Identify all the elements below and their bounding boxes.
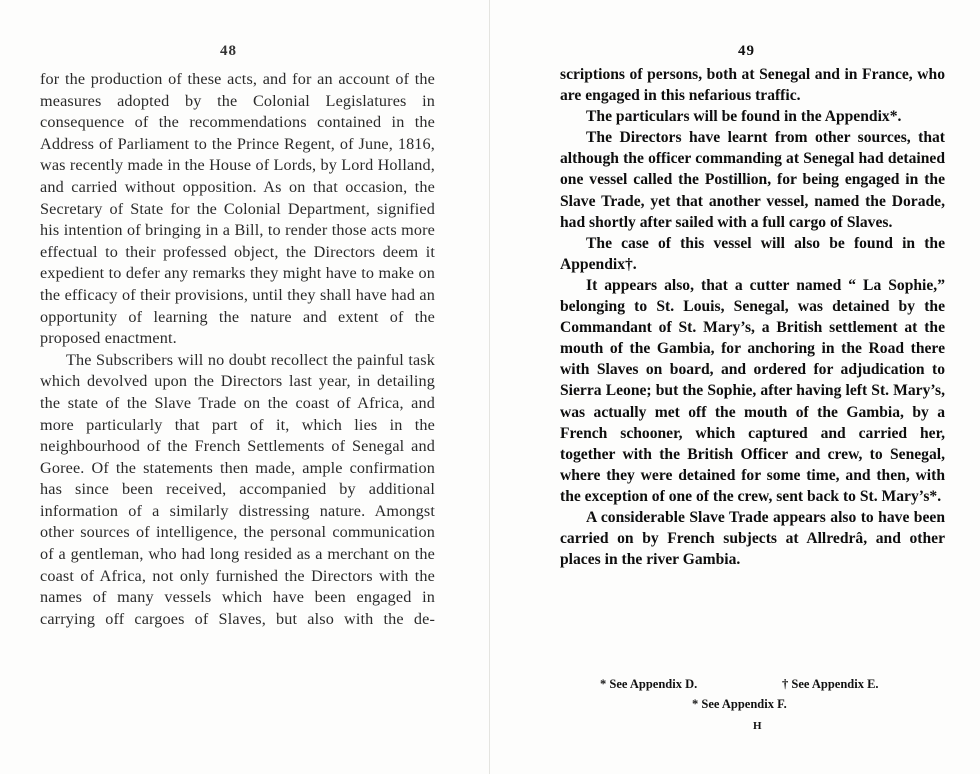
right-paragraph-1: scriptions of persons, both at Senegal and in France, who are engaged in this nefarious traffic. (560, 66, 945, 105)
book-gutter (489, 0, 490, 774)
footnote-row-1 (560, 677, 945, 697)
right-paragraph-4: The case of this vessel will also be found in the Appendix†. (560, 234, 945, 273)
left-page-number: 48 (220, 43, 237, 59)
right-paragraph-2: The particulars will be found in the Appendix*. (586, 108, 902, 126)
right-paragraph-3: The Directors have learnt from other sources, that although the officer commanding at Senegal had detained one vessel called the Postillion, for being engaged in the Slave Trade, yet that another vessel, named the Dorade, had shortly after sailed with a full cargo of Slaves. (560, 129, 945, 231)
footnote-appendix-f: * See Appendix F. (692, 697, 787, 711)
right-page-body (560, 64, 945, 570)
left-paragraph-1: for the production of these acts, and for an account of the measures adopted by the Colonial Legislatures in consequence of the recommendations contained in the Address of Parliament to the Prince Regent, of June, 1816, was recently made in the House of Lords, by Lord Holland, and carried without opposition. As on that occasion, the Secretary of State for the Colonial Department, signified his intention of bringing in a Bill, to render those acts more effectual to their professed object, the Directors deem it expedient to defer any remarks they might have to make on the efficacy of their provisions, until they shall have had an opportunity of learning the nature and extent of the proposed enactment. (40, 70, 435, 348)
footnote-row-2 (560, 697, 945, 717)
right-page-number: 49 (738, 43, 755, 59)
footnote-appendix-e: † See Appendix E. (782, 677, 879, 691)
footnotes (560, 677, 945, 732)
left-page-body (40, 69, 435, 630)
footnote-appendix-d: * See Appendix D. (600, 677, 698, 691)
right-paragraph-6: A considerable Slave Trade appears also to have been carried on by French subjects at Allredrâ, and other places in the river Gambia. (560, 508, 945, 569)
signature-mark: H (753, 720, 762, 732)
right-paragraph-5: It appears also, that a cutter named “ La Sophie,” belonging to St. Louis, Senegal, was detained by the Commandant of St. Mary’s, a British settlement at the mouth of the Gambia, for anchoring in the Road there with Slaves on board, and ordered for adjudication to Sierra Leone; but the Sophie, after having left St. Mary’s, was actually met off the mouth of the Gambia, by a French schooner, which captured and carried her, together with the British Officer and crew, to Senegal, where they were detained for some time, and then, with the exception of one of the crew, sent back to St. Mary’s*. (560, 276, 945, 505)
left-paragraph-2: The Subscribers will no doubt recollect the painful task which devolved upon the Directors last year, in detailing the state of the Slave Trade on the coast of Africa, and more particularly that part of it, which lies in the neighbourhood of the French Settlements of Senegal and Goree. Of the statements then made, ample confirmation has since been received, accompanied by additional information of a similarly distressing nature. Amongst other sources of intelligence, the personal communication of a gentleman, who had long resided as a merchant on the coast of Africa, not only furnished the Directors with the names of many vessels which have been engaged in carrying off cargoes of Slaves, but also with the de- (40, 350, 435, 628)
